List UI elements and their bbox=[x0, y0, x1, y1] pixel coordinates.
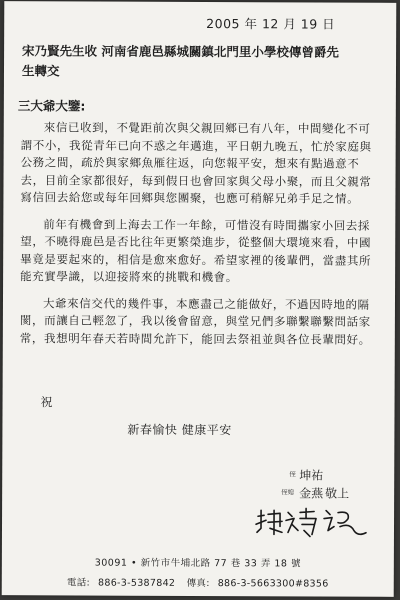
fax-number: 886-3-5663300#8356 bbox=[217, 578, 329, 590]
closing-word: 祝 bbox=[40, 395, 53, 410]
body-paragraph: 來信已收到，不覺距前次與父親回鄉已有八年，中間變化不可謂不小，我從青年已向不惑之年邁進，平日朝九晚五，忙於家庭與公務之間，疏於與家鄉魚雁往返，向您報平安，想來有點過意不去，目前全家都很好，每到假日也會回家與父母小聚，而且父親常寫信回去給您或每年回鄉與您團聚，也應可稍解兄弟手足之情。 bbox=[20, 120, 372, 206]
nephew-name: 坤祐 bbox=[299, 468, 324, 483]
phone-number: 886-3-5387842 bbox=[98, 577, 176, 589]
niece-in-law-label: 侄媳 bbox=[281, 488, 295, 497]
body-paragraph: 前年有機會到上海去工作一年餘，可惜沒有時間攜家小回去採望，不曉得鹿邑是否比往年更繁榮進步，從整個大環境來看，中國畢竟是要起來的，相信是愈來愈好。希望家裡的後輩們，當盡其所能充實學識，以迎接將來的挑戰和機會。 bbox=[20, 216, 372, 285]
recipient-address bbox=[22, 41, 390, 83]
letter-date: 2005 年 12 月 19 日 bbox=[206, 16, 336, 32]
contact-line bbox=[2, 574, 394, 590]
handwritten-signature bbox=[254, 506, 374, 541]
nephew-label: 侄 bbox=[289, 470, 296, 479]
letter-body bbox=[20, 119, 381, 358]
fax-label: 傳真: bbox=[186, 577, 210, 590]
niece-in-law-name: 金燕 bbox=[299, 486, 324, 501]
closing-wishes: 新春愉快 健康平安 bbox=[127, 422, 232, 438]
body-paragraph: 大爺來信交代的幾件事，本應盡己之能做好，不過因時地的隔閡，而讓自己輕忽了，我以後會留意，與堂兄們多聯繫聯繫問話家常，我想明年春天若時間允許下，能回去祭祖並與各位長輩問好。 bbox=[19, 295, 371, 347]
salutation: 三大爺大鑒: bbox=[17, 98, 86, 114]
phone-label: 電話: bbox=[66, 577, 91, 589]
address-line: 生轉交 bbox=[21, 63, 60, 79]
sender-address: 30091 • 新竹市牛埔北路 77 巷 33 弄 18 號 bbox=[94, 557, 301, 570]
signature-suffix: 敬上 bbox=[325, 486, 350, 501]
address-line: 宋乃賢先生收 河南省鹿邑縣城關鎮北門里小學校傳曾爵先 bbox=[22, 43, 339, 60]
letter-paper bbox=[2, 1, 397, 597]
